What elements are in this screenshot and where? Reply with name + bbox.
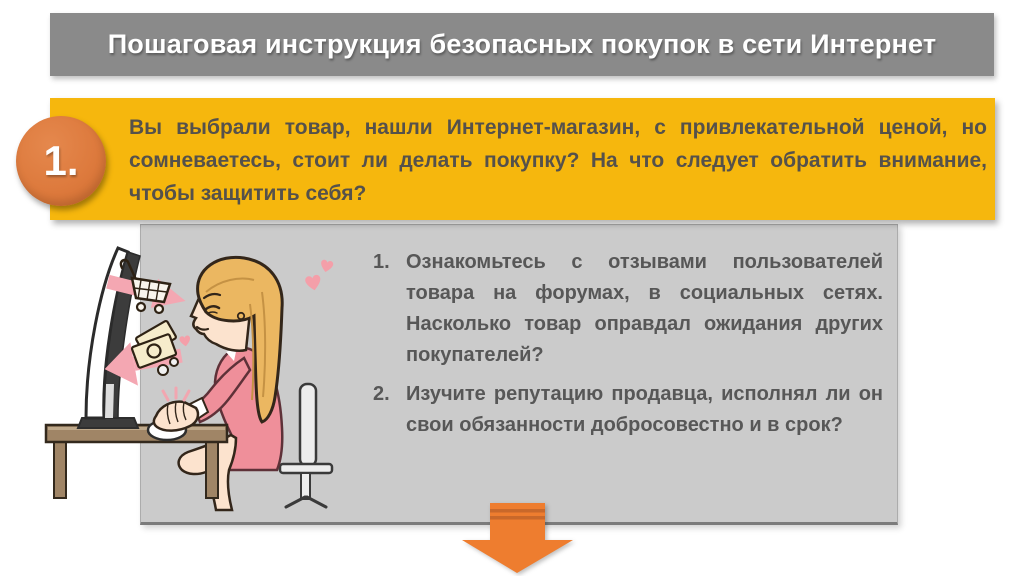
step-question-box [50, 98, 995, 220]
tips-list [373, 247, 883, 449]
chair [280, 384, 332, 507]
page-title: Пошаговая инструкция безопасных покупок в сети Интернет [107, 29, 937, 59]
down-arrow-icon [455, 500, 580, 576]
header-banner [50, 13, 994, 76]
woman-shopping-illustration [30, 232, 365, 524]
step-number-badge [16, 116, 106, 206]
tip-text: Ознакомьтесь с отзывами пользователей товара на форумах, в социальных сетях. Насколько товар оправдал ожидания других покупателей? [406, 251, 883, 366]
step-question-text: Вы выбрали товар, нашли Интернет-магазин, с привлекательной ценой, но сомневаетесь, стоит ли делать покупку? На что следует обратить внимание, чтобы защитить себя? [129, 116, 987, 205]
tip-number: 2. [373, 383, 390, 405]
click-sparks [163, 388, 189, 400]
tip-item [373, 247, 883, 371]
tip-text: Изучите репутацию продавца, исполнял ли он свои обязанности добросовестно и в срок? [406, 383, 883, 436]
tip-number: 1. [373, 251, 390, 273]
step-number: 1. [43, 137, 79, 184]
monitor-icon [78, 248, 140, 428]
tip-item [373, 379, 883, 441]
